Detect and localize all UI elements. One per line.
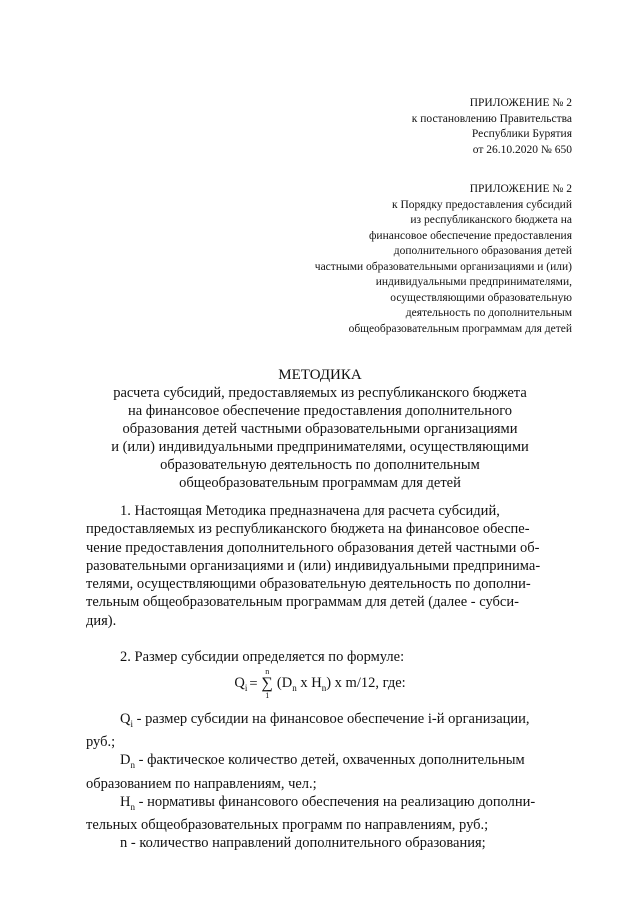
title-line: на финансовое обеспечение предоставления дополнительного [127,403,513,419]
definition-n: n - количество направлений дополнительного образования; [120,835,486,852]
paragraph-line: тельным общеобразовательным программам для детей (далее - субси- [86,594,519,611]
document-title [60,366,580,492]
paragraph-1 [86,502,574,630]
definition-d: $D_n$ - фактическое количество детей, охваченных дополнительным [120,752,525,771]
appendix-line: индивидуальными предпринимателями, [375,276,572,288]
paragraph-line: разовательными организациями и (или) индивидуальными предпринима- [86,557,541,574]
paragraph-line: 1. Настоящая Методика предназначена для расчета субсидий, [120,503,500,519]
summation-symbol [262,668,273,700]
appendix-line: Республики Бурятия [471,128,572,140]
appendix-line: к постановлению Правительства [411,112,572,125]
definition-line: образованием по направлениям, чел.; [86,775,317,792]
appendix-line: из республиканского бюджета на [410,214,572,226]
title-heading: МЕТОДИКА [278,367,362,383]
sum-upper-limit: n [265,667,270,676]
title-line: расчета субсидий, предоставляемых из республиканского бюджета [113,385,527,401]
title-line: и (или) индивидуальными предпринимателями, осуществляющими [111,439,529,455]
title-line: образования детей частными образовательными организациями [122,421,518,437]
definition-line: тельных общеобразовательных программ по направлениям, руб.; [86,817,489,834]
appendix-header-government [412,96,572,158]
appendix-line: финансовое обеспечение предоставления [368,229,572,242]
paragraph-line: чение предоставления дополнительного образования детей частными об- [86,539,540,556]
sum-lower-limit: 1 [265,691,270,700]
formula-body: ($D_n$ х $H_n$) х m/12, где: [276,675,406,693]
appendix-line: деятельность по дополнительным [405,307,572,319]
appendix-line: частными образовательными организациями и (или) [314,260,572,273]
appendix-line: ПРИЛОЖЕНИЕ № 2 [469,183,572,195]
appendix-line: общеобразовательным программам для детей [348,322,572,335]
title-line: образовательную деятельность по дополнительным [160,457,480,473]
appendix-line: от 26.10.2020 № 650 [472,143,572,156]
appendix-line: дополнительного образования детей [393,245,572,257]
formula-q: $Q_i$ [234,675,248,693]
appendix-line: ПРИЛОЖЕНИЕ № 2 [469,97,572,109]
formula [0,668,640,700]
definition-h: $H_n$ - нормативы финансового обеспечения на реализацию дополни- [120,793,536,812]
formula-equals: = [249,675,258,692]
paragraph-line: телями, осуществляющими образовательную деятельность по дополни- [86,576,531,593]
paragraph-line: дия). [86,612,117,629]
appendix-line: к Порядку предоставления субсидий [392,198,572,211]
title-line: общеобразовательным программам для детей [179,475,461,491]
definition-q: $Q_i$ - размер субсидии на финансовое обеспечение i-й организации, [120,711,530,729]
paragraph-2 [86,648,574,666]
sigma-glyph: ∑ [261,675,273,692]
paragraph-line: предоставляемых из республиканского бюджета на финансовое обеспе- [86,521,530,538]
definition-line: руб.; [86,734,116,751]
paragraph-line: 2. Размер субсидии определяется по формуле: [120,649,405,665]
definitions [86,710,574,853]
appendix-line: осуществляющими образовательную [390,291,572,304]
appendix-header-procedure [315,182,572,337]
